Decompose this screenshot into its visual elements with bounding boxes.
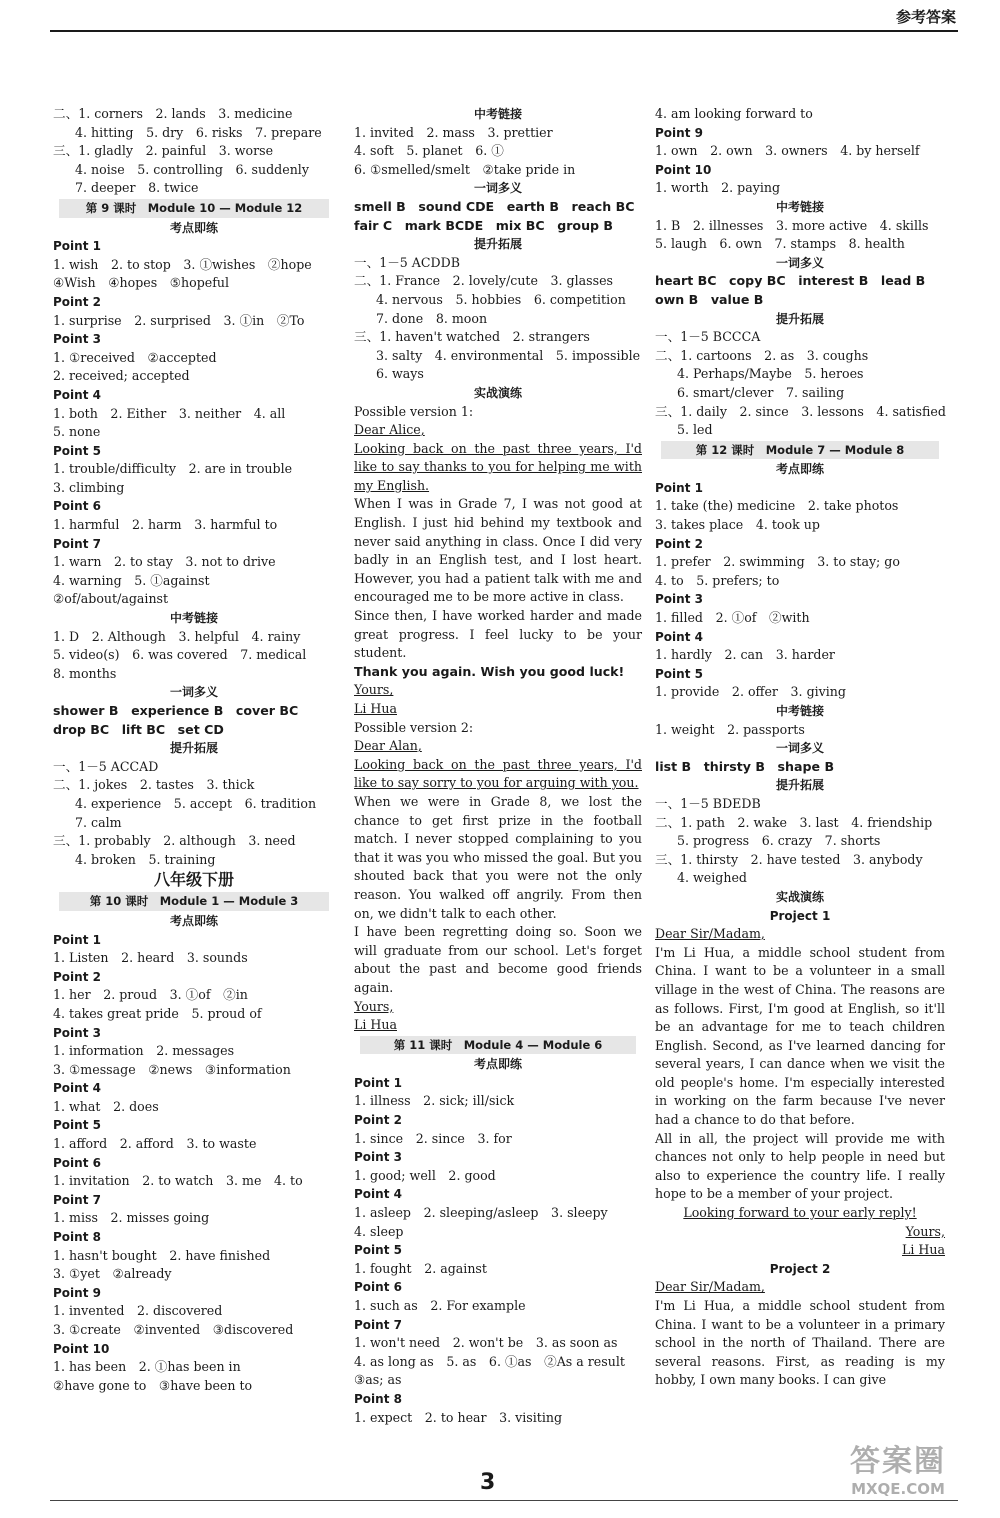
point-heading: Point 4 [354,1187,402,1202]
answer-line: Yours, [354,998,394,1014]
answer-line: 1. information 2. messages [53,1043,235,1059]
essay-paragraph: Looking back on the past three years, I'd like to say thanks to you for helping me with my English. [354,440,642,493]
answer-line: 2. received; accepted [53,368,190,384]
answer-line: 4. weighed [677,870,747,886]
answer-line: 7. deeper 8. twice [75,180,199,196]
section-heading: 考点即练 [169,913,218,928]
answer-line: 一、1－5 BCCCA [655,329,761,345]
essay-paragraph: When I was in Grade 7, I was not good at English. I just hid behind my textbook and never said anything in class. Once I did very badly in an English test, and I lost heart. However, you had a patient talk with me and encouraged me to be more active in class. [354,496,642,605]
answer-line: 二、1. path 2. wake 3. last 4. friendship [655,814,933,830]
lesson-heading: 第 11 课时 Module 4 — Module 6 [360,1036,636,1055]
answer-line: 二、1. France 2. lovely/cute 3. glasses [354,273,613,289]
point-heading: Point 4 [655,629,703,644]
answer-line: Li Hua [354,1017,397,1033]
answer-line: 4. hitting 5. dry 6. risks 7. prepare [75,124,322,140]
answer-line: 4. warning 5. ①against [53,572,210,588]
essay-paragraph: I have been regretting doing so. Soon we will graduate from our school. Let's forget about the past and become good friends again. [354,924,642,995]
watermark-stamp [828,1445,968,1507]
point-heading: Point 3 [354,1150,402,1165]
answer-line: 1. her 2. proud 3. ①of ②in [53,987,248,1003]
point-heading: Point 1 [53,239,101,254]
section-heading: 实战演练 [473,385,522,400]
answer-line: Thank you again. Wish you good luck! [354,663,625,679]
answer-line: 7. done 8. moon [376,310,488,326]
answer-line: 1. ①received ②accepted [53,349,217,365]
answer-line: 1. filled 2. ①of ②with [655,610,810,626]
answer-line: 1. since 2. since 3. for [354,1130,512,1146]
answer-line: 1. miss 2. misses going [53,1210,210,1226]
point-heading: Point 5 [53,1118,101,1133]
answer-line: Possible version 2: [354,719,474,735]
answer-line: 5. video(s) 6. was covered 7. medical [53,647,307,663]
answer-line: 3. ①create ②invented ③discovered [53,1322,294,1337]
answer-line: 5. progress 6. crazy 7. shorts [677,833,881,849]
point-heading: Point 7 [354,1317,402,1332]
answer-line: 1. trouble/difficulty 2. are in trouble [53,461,293,477]
answer-line: 4. am looking forward to [655,106,813,121]
point-heading: Point 9 [655,125,703,140]
answer-line: 1. surprise 2. surprised 3. ①in ②To [53,312,305,328]
section-heading: Project 1 [769,908,831,923]
section-heading: 提升拓展 [473,237,522,252]
section-heading: 一词多义 [169,685,218,700]
answer-line: 4. noise 5. controlling 6. suddenly [75,161,309,177]
answer-line: 1. Listen 2. heard 3. sounds [53,950,248,966]
point-heading: Point 6 [53,499,101,514]
point-heading: Point 6 [53,1155,101,1170]
answer-line: Li Hua [902,1242,945,1258]
answer-line: 三、1. daily 2. since 3. lessons 4. satisfied [655,403,946,419]
answer-line: 三、1. thirsty 2. have tested 3. anybody [655,851,923,867]
answer-line: 3. ①yet ②already [53,1266,172,1282]
answer-line: 1. afford 2. afford 3. to waste [53,1136,257,1152]
point-heading: Point 1 [655,480,703,495]
answer-line: 1. weight 2. passports [655,721,805,737]
answer-line: Dear Alice, [354,422,425,438]
point-heading: Point 5 [53,443,101,458]
answer-column-right [655,105,945,1390]
section-heading: 一词多义 [775,741,824,756]
answer-line: 1. won't need 2. won't be 3. as soon as [354,1335,618,1351]
answer-line: 一、1－5 ACDDB [354,254,460,270]
essay-paragraph: Looking back on the past three years, I'd like to say sorry to you for arguing with you. [354,756,642,791]
answer-line: Li Hua [354,701,397,716]
point-heading: Point 3 [655,592,703,607]
answer-line: 4. to 5. prefers; to [655,572,780,588]
answer-line: 1. D 2. Although 3. helpful 4. rainy [53,628,301,644]
answer-line: 1. invitation 2. to watch 3. me 4. to [53,1173,303,1189]
answer-line: 1. provide 2. offer 3. giving [655,684,846,700]
point-heading: Point 7 [53,536,101,551]
answer-line: 1. invented 2. discovered [53,1303,223,1319]
point-heading: Point 7 [53,1192,101,1207]
point-heading: Point 3 [53,332,101,347]
point-heading: Point 5 [354,1243,402,1258]
answer-line: 8. months [53,665,117,681]
grade-heading: 八年级下册 [153,870,234,890]
answer-line: 1. both 2. Either 3. neither 4. all [53,405,286,421]
answer-line: fair C mark BCDE mix BC group B [354,217,614,233]
answer-line: 1. what 2. does [53,1098,159,1114]
answer-line: 7. calm [75,814,122,830]
answer-line: 一、1－5 ACCAD [53,758,159,774]
answer-line: 6. smart/clever 7. sailing [677,384,845,400]
answer-line: smell B sound CDE earth B reach BC [354,198,635,214]
answer-line: 二、1. jokes 2. tastes 3. thick [53,777,255,793]
point-heading: Point 4 [53,1081,101,1096]
answer-line: 1. warn 2. to stay 3. not to drive [53,554,276,570]
page-header-title: 参考答案 [895,8,956,26]
section-heading: 提升拓展 [775,778,824,793]
answer-line: Dear Alan, [354,738,422,754]
point-heading: Point 1 [53,932,101,947]
essay-paragraph: All in all, the project will provide me with chances not only to help people in need but also to experience the country life. I really hope to be a member of your project. [655,1130,945,1202]
section-heading: 中考链接 [775,704,824,718]
answer-line: ②of/about/against [53,591,169,607]
essay-paragraph: Since then, I have worked harder and made great progress. I feel lucky to be your student. [354,608,642,661]
answer-line: 4. sleep [354,1223,404,1239]
answer-line: 3. ①message ②news ③information [53,1061,291,1077]
answer-line: 5. none [53,424,101,440]
answer-line: 1. take (the) medicine 2. take photos [655,498,899,514]
answer-column-left [53,105,335,1395]
point-heading: Point 2 [354,1113,402,1128]
point-heading: Point 2 [53,969,101,984]
answer-line: 1. wish 2. to stop 3. ①wishes ②hope [53,256,312,272]
answer-line: 4. nervous 5. hobbies 6. competition [376,291,626,307]
section-heading: 中考链接 [473,107,522,121]
point-heading: Point 5 [655,666,703,681]
page-number: 3 [480,1470,496,1495]
answer-line: 4. as long as 5. as 6. ①as ②As a result [354,1353,625,1369]
answer-line: 3. takes place 4. took up [655,517,820,533]
watermark-site: MXQE.COM [851,1480,945,1498]
answer-line: 1. own 2. own 3. owners 4. by herself [655,143,920,159]
answer-line: ③as; as [354,1372,402,1388]
answer-column-middle [354,105,642,1427]
answer-line: shower B experience B cover BC [53,703,299,718]
section-heading: 中考链接 [169,611,218,626]
answer-line: 一、1－5 BDEDB [655,795,761,811]
answer-line: Dear Sir/Madam, [655,1279,765,1295]
section-heading: 实战演练 [775,889,824,904]
answer-line: 1. expect 2. to hear 3. visiting [354,1409,563,1425]
answer-line: 1. hasn't bought 2. have finished [53,1247,271,1263]
answer-line: 1. good; well 2. good [354,1167,496,1183]
answer-line: 6. ①smelled/smelt ②take pride in [354,161,576,177]
answer-line: 4. broken 5. training [75,851,216,867]
answer-line: 1. such as 2. For example [354,1298,526,1313]
answer-line: 1. B 2. illnesses 3. more active 4. skills [655,217,929,233]
answer-line: Dear Sir/Madam, [655,926,765,942]
point-heading: Point 6 [354,1280,402,1295]
essay-paragraph: I'm Li Hua, a middle school student from China. I want to be a volunteer in a small village in the west of China. The reasons are as follows. First, I'm good at English, so it'll be an advantage for me to teach children English. Second, as I've learned dancing for several years, I can dance when we visit the old people's home. I'm especially interested in working on the farm because I've never had a chance to do that before. [655,944,945,1128]
answer-line: Looking forward to your early reply! [683,1205,917,1221]
answer-line: 三、1. gladly 2. painful 3. worse [53,143,274,159]
answer-line: 1. has been 2. ①has been in [53,1359,241,1375]
answer-line: drop BC lift BC set CD [53,721,224,737]
answer-line: 3. salty 4. environmental 5. impossible [376,347,641,363]
section-heading: 考点即练 [473,1057,522,1072]
answer-line: 1. invited 2. mass 3. prettier [354,124,553,140]
point-heading: Point 4 [53,387,101,402]
answer-line: 5. laugh 6. own 7. stamps 8. health [655,236,905,252]
answer-line: ④Wish ④hopes ⑤hopeful [53,275,230,291]
answer-line: 1. prefer 2. swimming 3. to stay; go [655,554,900,570]
answer-line: 1. fought 2. against [354,1260,487,1276]
watermark-main: 答案圈 [850,1444,946,1479]
point-heading: Point 1 [354,1075,402,1090]
point-heading: Point 10 [53,1341,110,1356]
answer-line: own B value B [655,291,764,307]
answer-line: 4. takes great pride 5. proud of [53,1005,262,1021]
answer-line: 6. ways [376,366,424,382]
answer-line: 4. soft 5. planet 6. ① [354,143,504,159]
point-heading: Point 8 [354,1391,402,1406]
answer-line: 二、1. cartoons 2. as 3. coughs [655,347,869,363]
point-heading: Point 10 [655,162,712,177]
section-heading: 一词多义 [775,255,824,270]
section-heading: 提升拓展 [775,311,824,326]
point-heading: Point 8 [53,1230,101,1245]
answer-line: 1. illness 2. sick; ill/sick [354,1093,515,1109]
answer-line: 5. led [677,422,713,438]
point-heading: Point 2 [53,294,101,309]
answer-line: 1. asleep 2. sleeping/asleep 3. sleepy [354,1205,608,1221]
answer-line: list B thirsty B shape B [655,758,835,774]
section-heading: 一词多义 [473,181,522,196]
answer-line: 1. worth 2. paying [655,180,781,196]
answer-line: Possible version 1: [354,403,474,419]
section-heading: 中考链接 [775,199,824,214]
header-rule [50,30,958,32]
answer-line: 4. experience 5. accept 6. tradition [75,795,317,811]
essay-paragraph: When we were in Grade 8, we lost the chance to get first prize in the football match. I never stopped complaining to you that it was you who missed the goal. But you shouted back that you were not the only reason. You walked off angrily. From then on, we didn't talk to each other. [354,793,642,921]
answer-line: 二、1. corners 2. lands 3. medicine [53,106,293,121]
answer-line: 1. harmful 2. harm 3. harmful to [53,517,278,533]
answer-line: Yours, [905,1223,945,1239]
essay-paragraph: I'm Li Hua, a middle school student from China. I want to be a volunteer in a primary school in the north of Thailand. There are several reasons. First, as reading is my hobby, I own many books. I can give [655,1298,945,1388]
point-heading: Point 2 [655,536,703,551]
lesson-heading: 第 10 课时 Module 1 — Module 3 [59,892,329,911]
lesson-heading: 第 12 课时 Module 7 — Module 8 [661,441,939,460]
point-heading: Point 3 [53,1025,101,1040]
answer-line: heart BC copy BC interest B lead B [655,273,926,289]
lesson-heading: 第 9 课时 Module 10 — Module 12 [59,199,329,218]
answer-line: Yours, [354,682,394,698]
answer-line: 4. Perhaps/Maybe 5. heroes [677,366,864,382]
answer-line: 三、1. haven't watched 2. strangers [354,329,590,345]
section-heading: Project 2 [769,1261,831,1276]
answer-line: ②have gone to ③have been to [53,1377,253,1393]
answer-line: 3. climbing [53,479,125,495]
answer-line: 三、1. probably 2. although 3. need [53,833,296,849]
section-heading: 提升拓展 [169,741,218,756]
point-heading: Point 9 [53,1285,101,1300]
answer-line: 1. hardly 2. can 3. harder [655,647,835,663]
footer-rule [50,1500,958,1501]
section-heading: 考点即练 [169,220,218,235]
section-heading: 考点即练 [775,462,824,477]
